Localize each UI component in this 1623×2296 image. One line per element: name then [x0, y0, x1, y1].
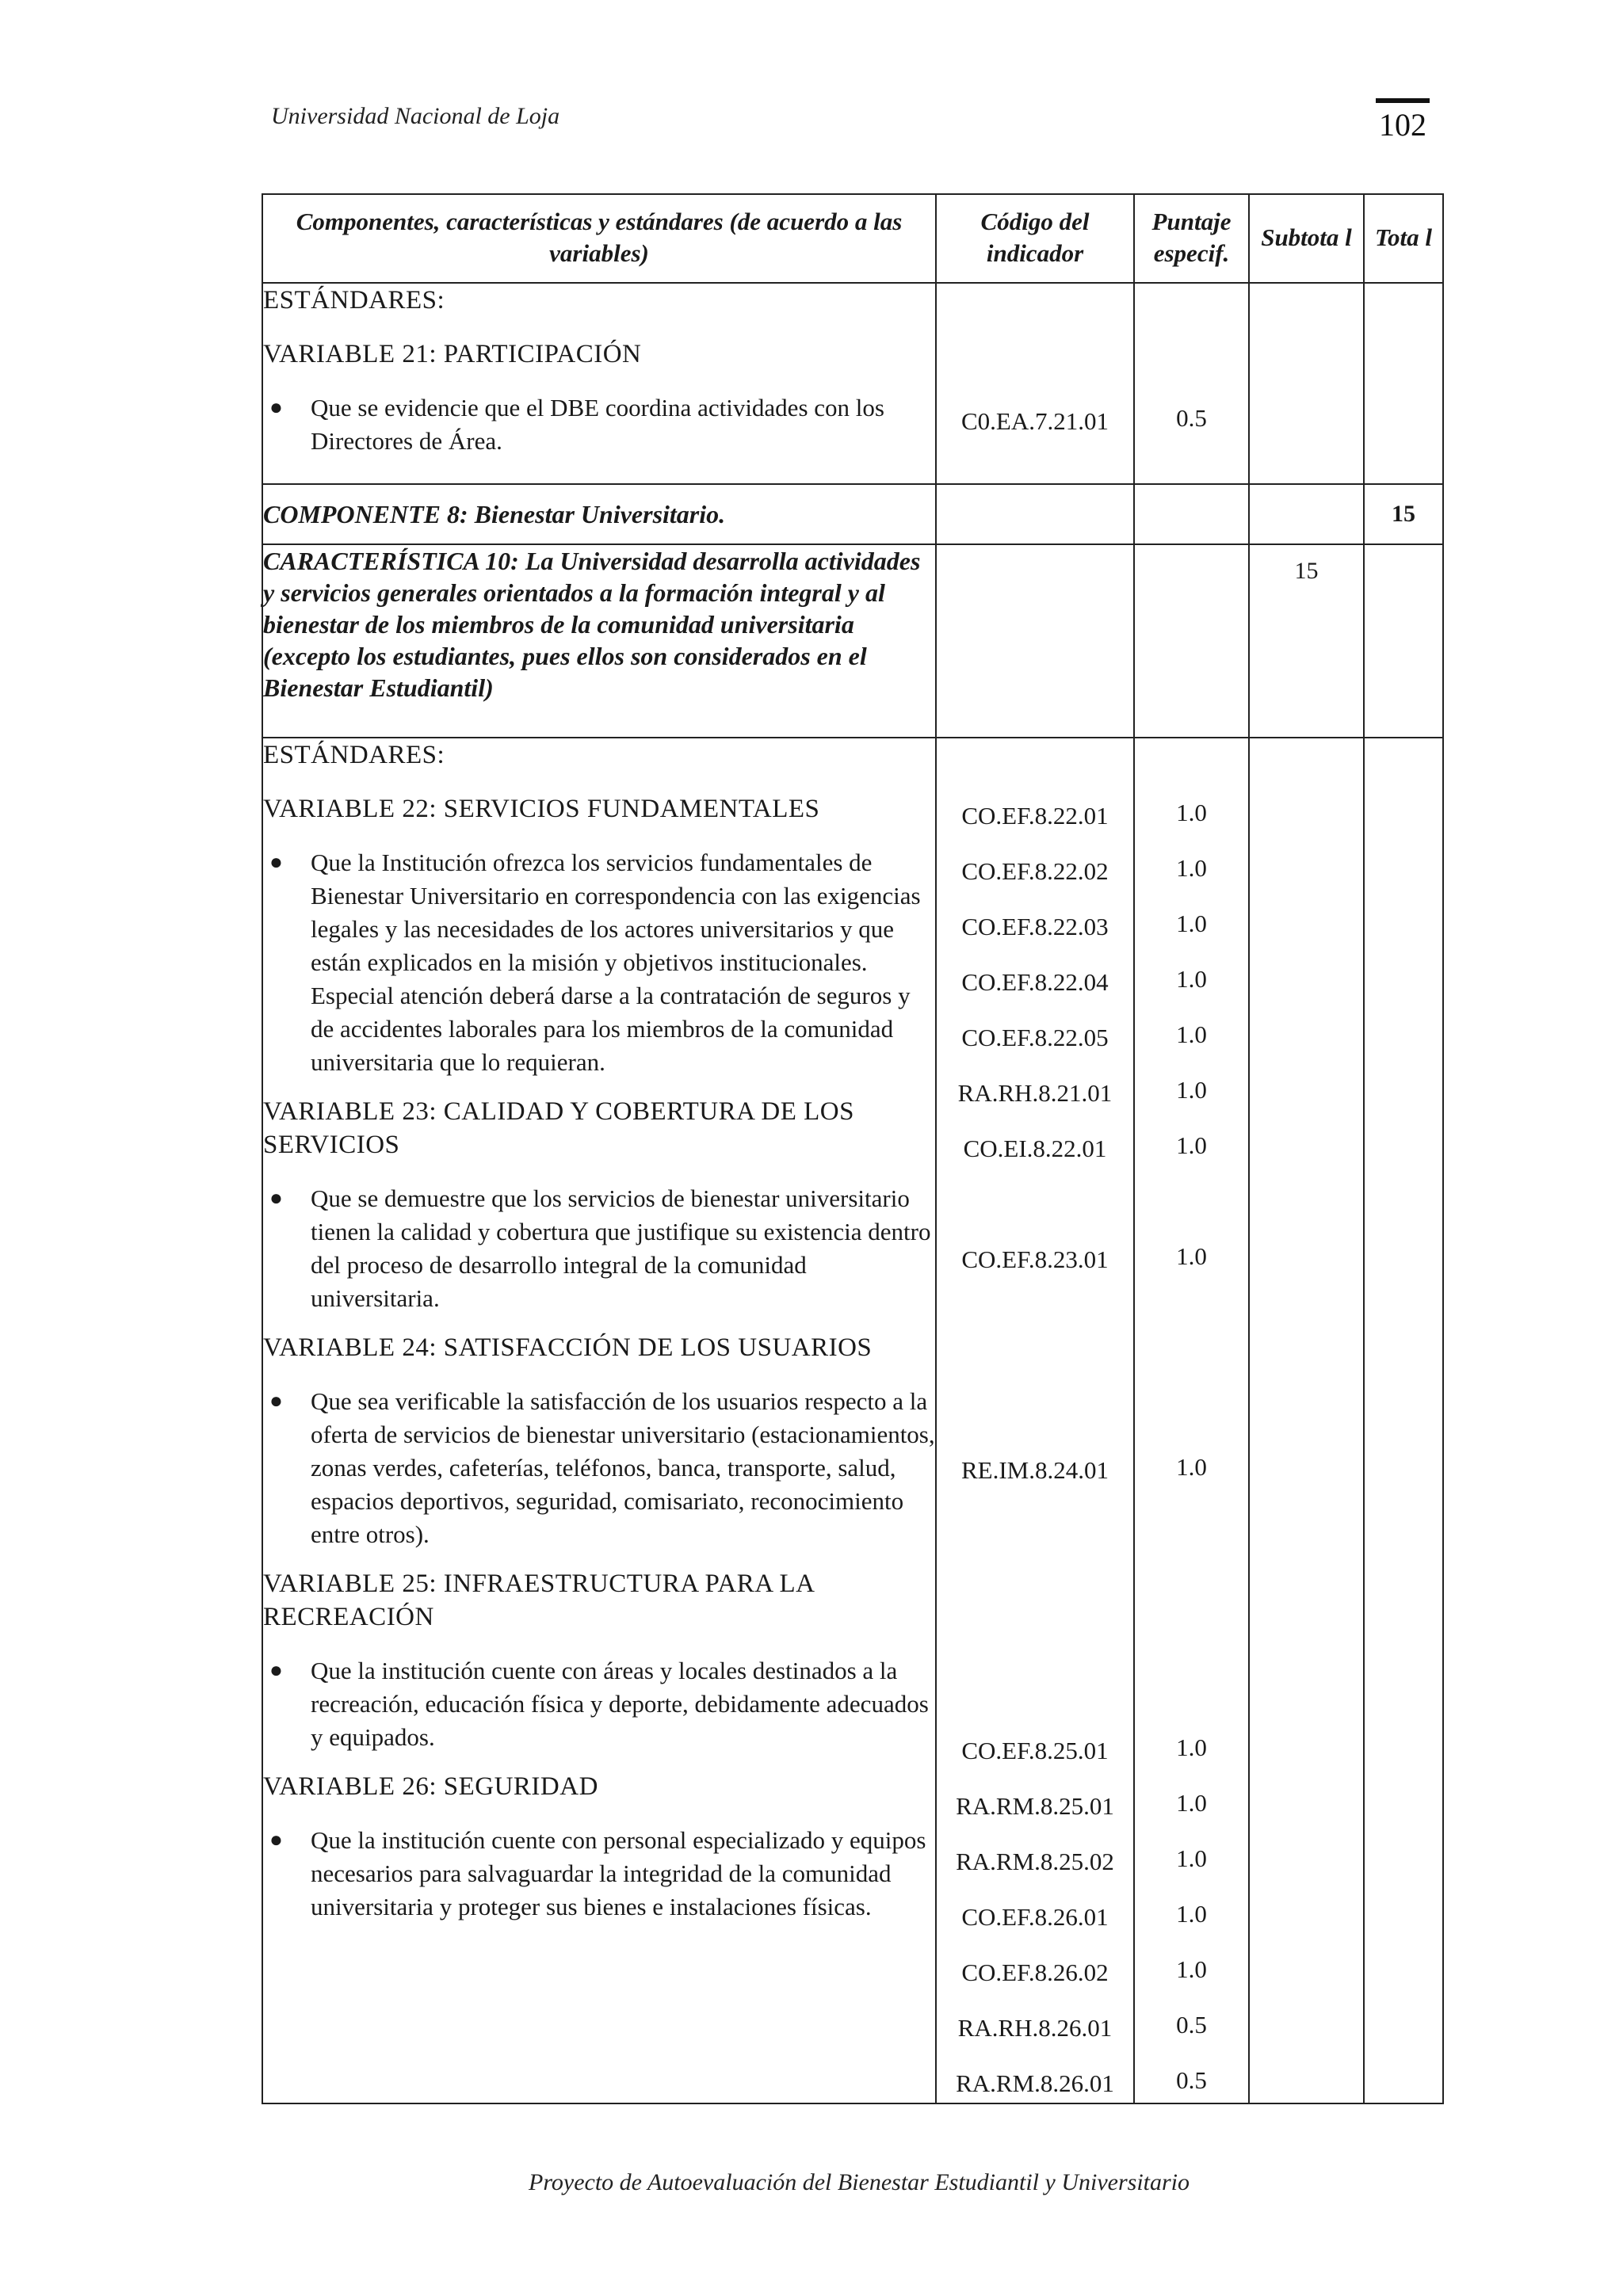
indicator-code: RA.RM.8.25.01	[956, 1792, 1114, 1820]
indicator-score: 1.0	[1176, 854, 1207, 882]
indicator-code: CO.EF.8.22.05	[961, 1024, 1109, 1051]
header-total: Tota l	[1364, 194, 1443, 283]
indicator-score: 0.5	[1176, 2011, 1207, 2039]
indicator-score: 1.0	[1176, 1076, 1207, 1104]
standards-cell-var21	[262, 283, 936, 484]
table-header-row	[262, 194, 1443, 283]
indicator-code: RA.RH.8.21.01	[957, 1079, 1113, 1107]
bullet-icon: ●	[269, 395, 283, 420]
variable-21-title: VARIABLE 21: PARTICIPACIÓN	[263, 340, 642, 368]
indicator-code: CO.EI.8.22.01	[963, 1135, 1107, 1162]
indicator-code: CO.EF.8.25.01	[961, 1737, 1109, 1764]
indicator-code: RA.RM.8.26.01	[956, 2069, 1114, 2097]
indicator-code: CO.EF.8.22.03	[961, 913, 1109, 940]
indicator-score: 0.5	[1176, 404, 1207, 432]
document-footer: Proyecto de Autoevaluación del Bienestar Estudiantil y Universitario	[529, 2169, 1190, 2195]
indicator-score: 1.0	[1176, 1900, 1207, 1928]
variable-24-bullet: ● Que sea verificable la satisfacción de los usuarios respecto a la oferta de servicios de bienestar universitario (estacionamientos, zonas verdes, cafeterías, teléfonos, banca, transporte, salud, espacios deportivos, seguridad, comisariato, reconocimiento entre otros).	[263, 1385, 935, 1551]
header-code: Código del indicador	[936, 194, 1134, 283]
indicator-code: CO.EF.8.22.02	[961, 857, 1109, 885]
indicator-score: 1.0	[1176, 1733, 1207, 1761]
variable-22-bullet: ● Que la Institución ofrezca los servicios fundamentales de Bienestar Universitario en correspondencia con las exigencias legales y las necesidades de los actores universitarios y que están explicados en la misión y objetivos institucionales. Especial atención deberá darse a la contratación de seguros y de accidentes laborales para los miembros de la comunidad universitaria que lo requieran.	[263, 846, 935, 1079]
indicator-code: CO.EF.8.26.01	[961, 1903, 1109, 1931]
variable-25-title: VARIABLE 25: INFRAESTRUCTURA PARA LA RECREACIÓN	[263, 1569, 814, 1631]
indicator-score: 0.5	[1176, 2066, 1207, 2094]
indicator-score: 1.0	[1176, 910, 1207, 937]
header-components: Componentes, características y estándares (de acuerdo a las variables)	[262, 194, 936, 283]
indicator-codes-column	[936, 738, 1134, 2103]
indicator-score: 1.0	[1176, 799, 1207, 826]
characteristic-title: CARACTERÍSTICA 10: La Universidad desarrolla actividades y servicios generales orientados a la formación integral y al bienestar de los miembros de la comunidad universitaria (excepto los estudiantes, pues ellos son considerados en el Bienestar Estudiantil)	[262, 544, 936, 738]
indicator-code: CO.EF.8.26.02	[961, 1958, 1109, 1986]
indicator-scores-column	[1134, 738, 1249, 2103]
table-row	[262, 738, 1443, 2103]
variable-22-title: VARIABLE 22: SERVICIOS FUNDAMENTALES	[263, 795, 820, 823]
indicator-score: 1.0	[1176, 1955, 1207, 1983]
indicator-score: 1.0	[1176, 1789, 1207, 1817]
indicator-code: CO.EF.8.23.01	[961, 1245, 1109, 1273]
bullet-icon: ●	[269, 1186, 283, 1211]
variable-24-title: VARIABLE 24: SATISFACCIÓN DE LOS USUARIOS	[263, 1333, 873, 1362]
component-total: 15	[1364, 484, 1443, 544]
variable-21-bullet: ● Que se evidencie que el DBE coordina actividades con los Directores de Área.	[263, 391, 935, 458]
indicator-score: 1.0	[1176, 1242, 1207, 1270]
page-number-rule	[1376, 98, 1430, 103]
variable-23-title: VARIABLE 23: CALIDAD Y COBERTURA DE LOS SERVICIOS	[263, 1097, 854, 1159]
characteristic-row	[262, 544, 1443, 738]
indicator-score: 1.0	[1176, 965, 1207, 993]
standards-cell-var22-26	[262, 738, 936, 2103]
bullet-icon: ●	[269, 1658, 283, 1683]
indicator-score: 1.0	[1176, 1020, 1207, 1048]
indicator-code: RA.RH.8.26.01	[957, 2014, 1113, 2042]
university-header: Universidad Nacional de Loja	[271, 103, 560, 129]
variable-26-title: VARIABLE 26: SEGURIDAD	[263, 1772, 598, 1801]
variable-26-bullet: ● Que la institución cuente con personal especializado y equipos necesarios para salvaguardar la integridad de la comunidad universitaria y proteger sus bienes e instalaciones físicas.	[263, 1824, 935, 1924]
bullet-icon: ●	[269, 850, 283, 875]
standards-label: ESTÁNDARES:	[263, 741, 445, 769]
indicator-code: CO.EF.8.22.01	[961, 802, 1109, 830]
characteristic-subtotal: 15	[1249, 544, 1364, 738]
bullet-icon: ●	[269, 1389, 283, 1413]
code-cell-var21	[936, 283, 1134, 484]
component-title: COMPONENTE 8: Bienestar Universitario.	[262, 484, 936, 544]
indicator-code: RE.IM.8.24.01	[961, 1456, 1109, 1484]
bullet-icon: ●	[269, 1828, 283, 1852]
page-number: 102	[1379, 107, 1426, 143]
score-cell-var21	[1134, 283, 1249, 484]
component-row	[262, 484, 1443, 544]
header-subtotal: Subtota l	[1249, 194, 1364, 283]
variable-25-bullet: ● Que la institución cuente con áreas y locales destinados a la recreación, educación física y deporte, debidamente adecuados y equipados.	[263, 1654, 935, 1754]
standards-label: ESTÁNDARES:	[263, 286, 445, 315]
indicators-table	[262, 193, 1444, 2104]
table-row	[262, 283, 1443, 484]
indicator-code: CO.EF.8.22.04	[961, 968, 1109, 996]
variable-23-bullet: ● Que se demuestre que los servicios de bienestar universitario tienen la calidad y cobertura que justifique su existencia dentro del proceso de desarrollo integral de la comunidad universitaria.	[263, 1182, 935, 1315]
header-score: Puntaje especif.	[1134, 194, 1249, 283]
indicator-code: C0.EA.7.21.01	[961, 407, 1109, 435]
indicator-score: 1.0	[1176, 1453, 1207, 1481]
indicator-code: RA.RM.8.25.02	[956, 1848, 1114, 1875]
indicator-score: 1.0	[1176, 1131, 1207, 1159]
indicator-score: 1.0	[1176, 1844, 1207, 1872]
